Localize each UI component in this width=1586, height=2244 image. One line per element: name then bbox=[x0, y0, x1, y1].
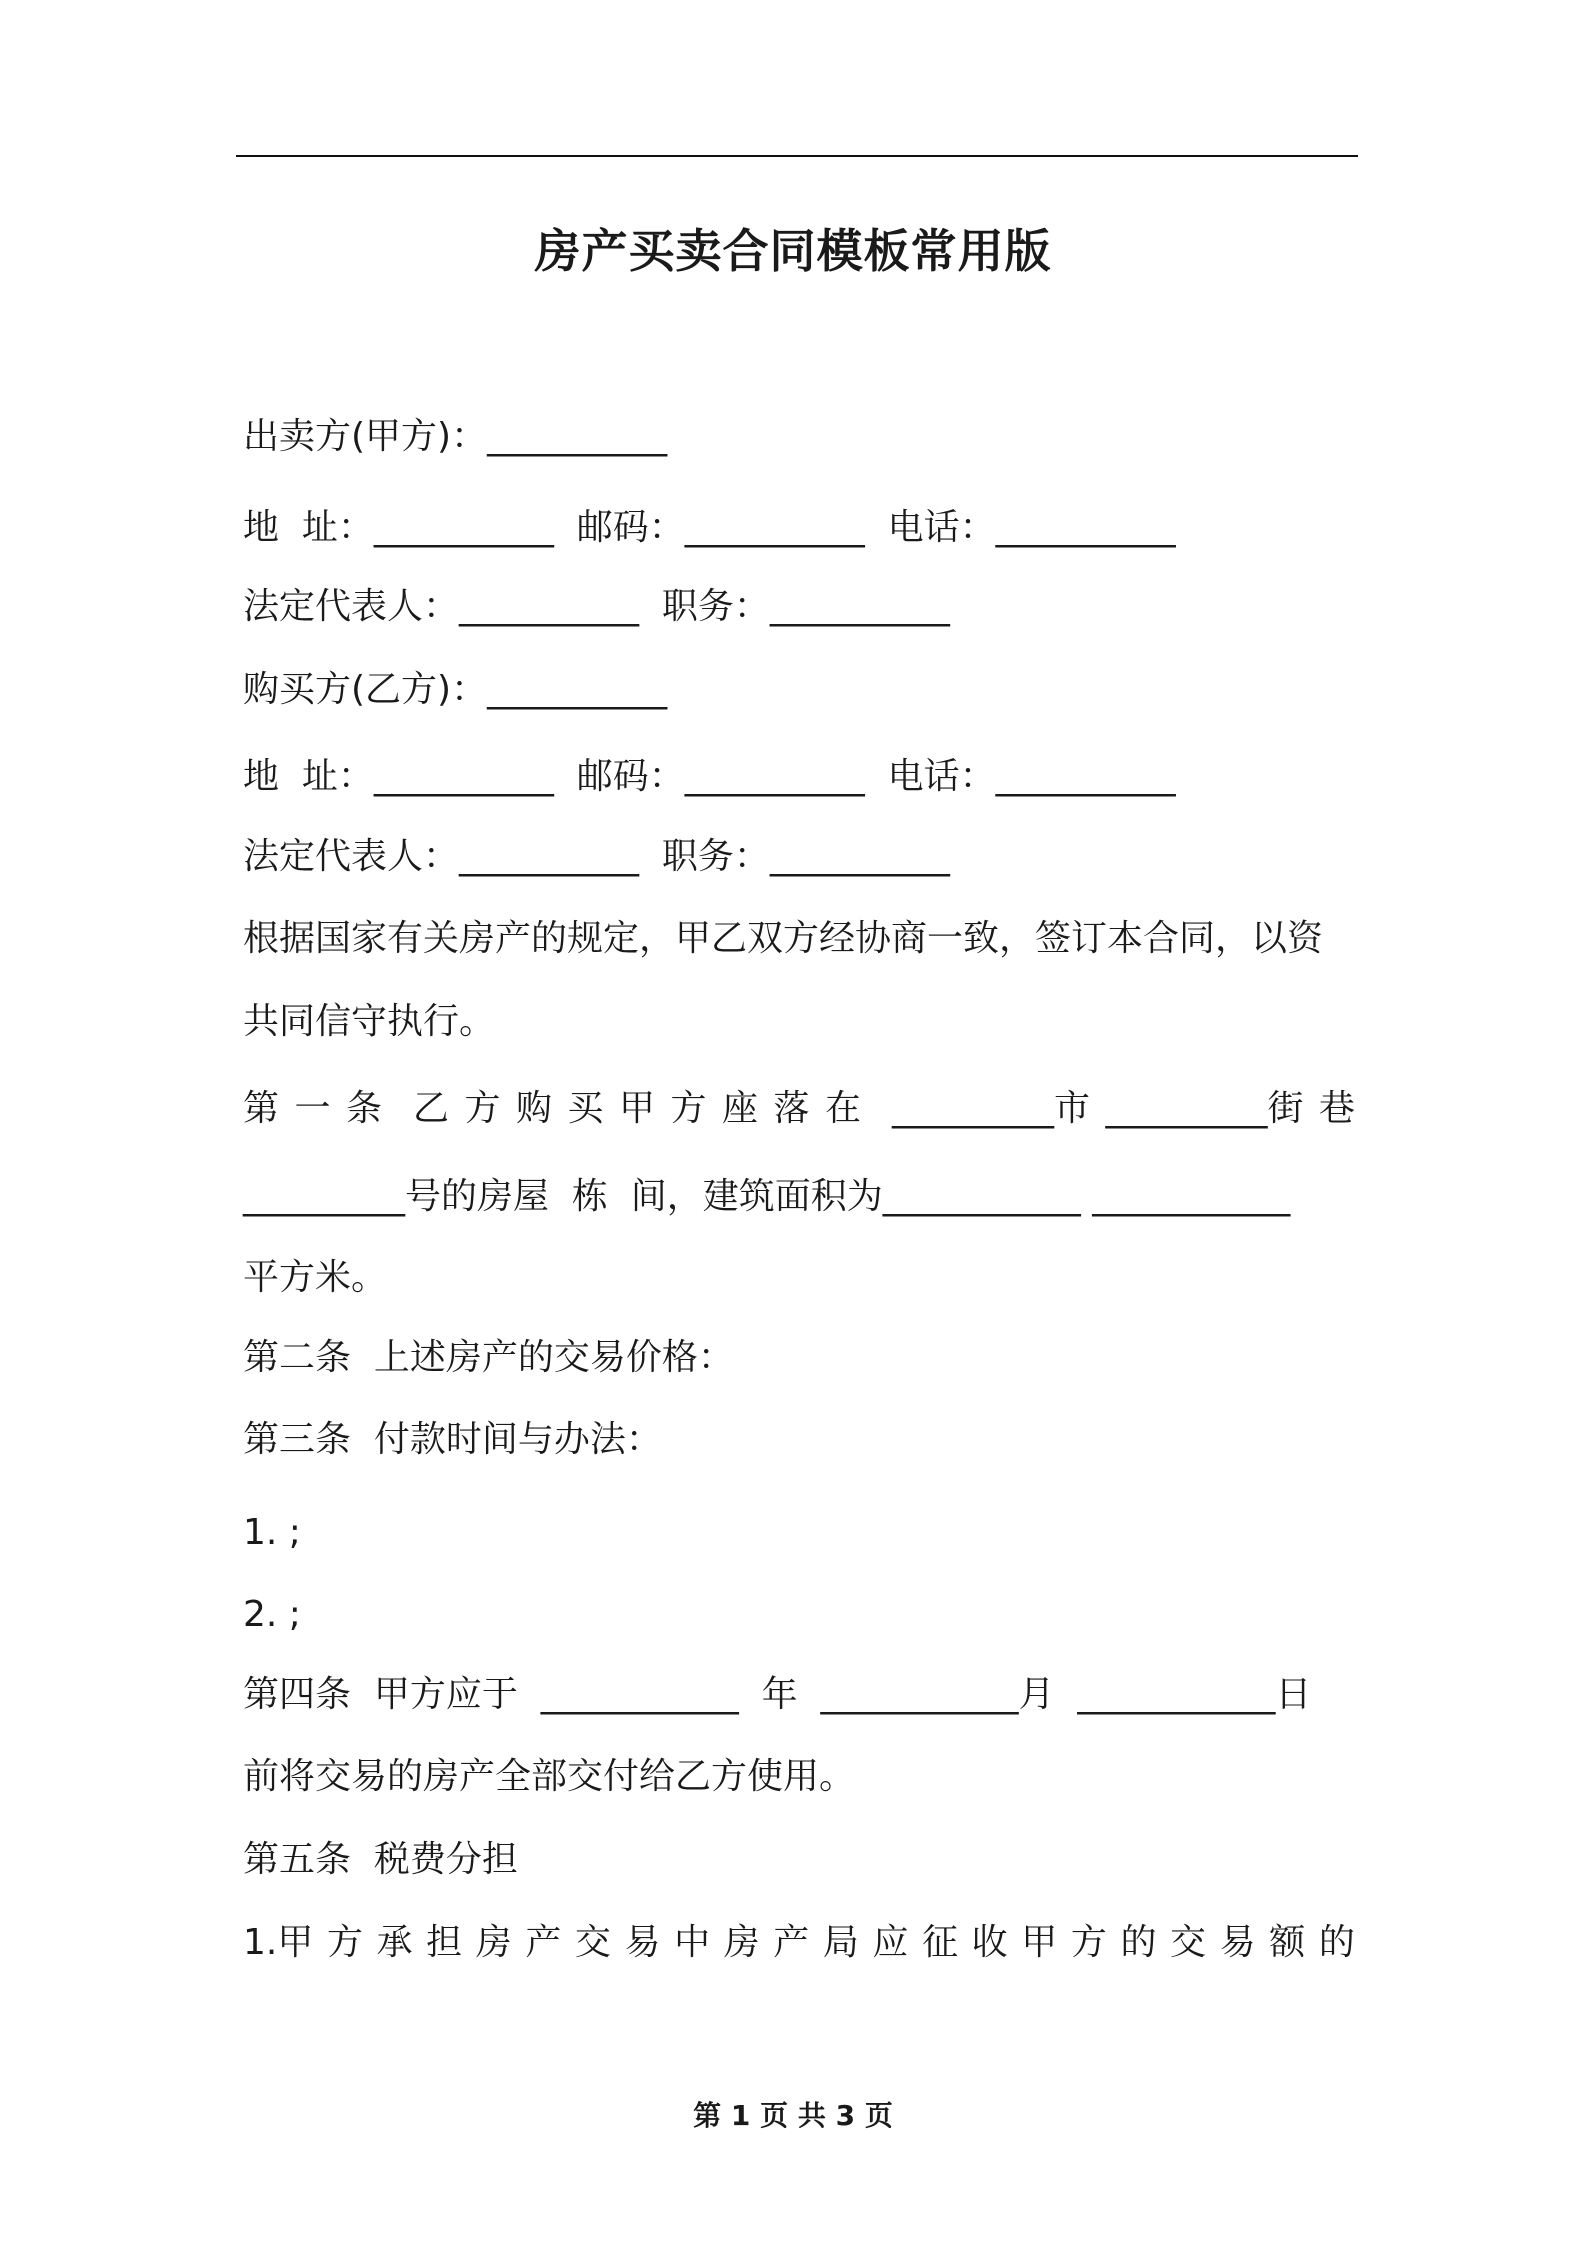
article-5-item-1-token-2: 承 bbox=[376, 1922, 413, 1963]
article-1-token-7: 买 bbox=[567, 1088, 604, 1129]
article-1-line-2: _________号的房屋 栋 间，建筑面积为___________ ___________ bbox=[243, 1176, 1291, 1217]
article-1-token-15: _________街 bbox=[1105, 1088, 1304, 1129]
article-1-token-11: 落 bbox=[773, 1088, 810, 1129]
article-5-line: 第五条 税费分担 bbox=[243, 1839, 518, 1880]
article-2-line: 第二条 上述房产的交易价格： bbox=[243, 1337, 734, 1378]
article-1-token-14: _________市 bbox=[891, 1088, 1090, 1129]
article-5-item-1-token-3: 担 bbox=[426, 1922, 463, 1963]
document-title: 房产买卖合同模板常用版 bbox=[534, 224, 1052, 278]
article-4-line-2: 前将交易的房产全部交付给乙方使用。 bbox=[243, 1756, 856, 1797]
article-5-item-1-token-6: 交 bbox=[574, 1922, 611, 1963]
article-5-item-1-token-1: 方 bbox=[326, 1922, 363, 1963]
article-5-item-1-token-20: 额 bbox=[1269, 1922, 1306, 1963]
buyer-line: 购买方(乙方)：__________ bbox=[243, 669, 668, 710]
article-1-token-0: 第 bbox=[243, 1088, 280, 1129]
article-5-item-1-token-17: 的 bbox=[1120, 1922, 1157, 1963]
intro-paragraph-line-2: 共同信守执行。 bbox=[243, 1001, 496, 1042]
article-1-token-8: 甲 bbox=[618, 1088, 655, 1129]
header-rule bbox=[236, 155, 1358, 157]
article-1-token-12: 在 bbox=[824, 1088, 861, 1129]
article-3-item-2: 2. ; bbox=[243, 1594, 301, 1635]
article-1-token-6: 购 bbox=[515, 1088, 552, 1129]
article-5-item-1-token-10: 产 bbox=[773, 1922, 810, 1963]
article-1-token-4: 乙 bbox=[412, 1088, 449, 1129]
article-1-token-10: 座 bbox=[721, 1088, 758, 1129]
article-5-item-1-token-15: 甲 bbox=[1021, 1922, 1058, 1963]
article-5-item-1-token-4: 房 bbox=[475, 1922, 512, 1963]
article-5-item-1-token-16: 方 bbox=[1070, 1922, 1107, 1963]
article-5-item-1-token-8: 中 bbox=[674, 1922, 711, 1963]
seller-line: 出卖方(甲方)：__________ bbox=[243, 416, 668, 457]
article-1-token-1: 一 bbox=[294, 1088, 331, 1129]
article-1-line-1 bbox=[243, 1084, 1355, 1134]
article-5-item-1-token-0: 1.甲 bbox=[243, 1922, 314, 1963]
article-5-item-1-token-12: 应 bbox=[872, 1922, 909, 1963]
article-5-item-1-token-13: 征 bbox=[922, 1922, 959, 1963]
article-5-item-1-token-14: 收 bbox=[971, 1922, 1008, 1963]
seller-representative-line: 法定代表人：__________ 职务：__________ bbox=[243, 586, 950, 627]
buyer-representative-line: 法定代表人：__________ 职务：__________ bbox=[243, 836, 950, 877]
article-5-item-1-token-11: 局 bbox=[822, 1922, 859, 1963]
article-5-item-1-token-7: 易 bbox=[624, 1922, 661, 1963]
article-3-item-1: 1. ; bbox=[243, 1512, 301, 1553]
seller-address-line: 地 址：__________ 邮码：__________ 电话：__________ bbox=[243, 507, 1176, 548]
article-1-token-16: 巷 bbox=[1318, 1088, 1355, 1129]
article-5-item-1-line bbox=[243, 1918, 1355, 1968]
article-5-item-1-token-18: 交 bbox=[1170, 1922, 1207, 1963]
article-1-line-3: 平方米。 bbox=[243, 1257, 388, 1298]
article-1-token-9: 方 bbox=[670, 1088, 707, 1129]
article-1-token-2: 条 bbox=[346, 1088, 383, 1129]
article-5-item-1-token-21: 的 bbox=[1318, 1922, 1355, 1963]
article-5-item-1-token-5: 产 bbox=[525, 1922, 562, 1963]
buyer-address-line: 地 址：__________ 邮码：__________ 电话：__________ bbox=[243, 756, 1176, 797]
article-3-line: 第三条 付款时间与办法： bbox=[243, 1419, 662, 1460]
page-footer: 第 1 页 共 3 页 bbox=[693, 2099, 893, 2132]
article-5-item-1-token-9: 房 bbox=[723, 1922, 760, 1963]
article-4-line-1: 第四条 甲方应于 ___________ 年 ___________月 ___________日 bbox=[243, 1674, 1312, 1715]
article-5-item-1-token-19: 易 bbox=[1219, 1922, 1256, 1963]
article-1-token-5: 方 bbox=[464, 1088, 501, 1129]
intro-paragraph-line-1: 根据国家有关房产的规定，甲乙双方经协商一致，签订本合同，以资 bbox=[243, 918, 1324, 959]
